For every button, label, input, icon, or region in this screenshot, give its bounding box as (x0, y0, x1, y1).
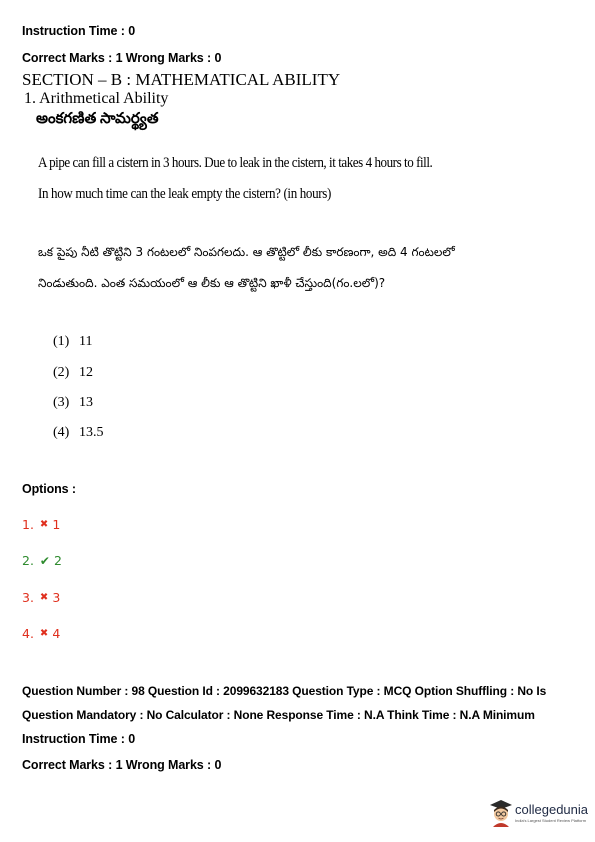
logo-wordmark: collegedunia (515, 802, 589, 817)
cross-icon: ✖ (39, 592, 49, 603)
option-number: (4) (53, 425, 70, 440)
options-heading: Options : (22, 482, 76, 496)
question-option (53, 365, 93, 381)
marks-info: Correct Marks : 1 Wrong Marks : 0 (22, 51, 222, 65)
instruction-time: Instruction Time : 0 (22, 24, 136, 38)
cross-icon: ✖ (39, 628, 49, 639)
option-number: (1) (53, 334, 70, 349)
collegedunia-logo (489, 799, 589, 831)
option-value: 12 (79, 365, 93, 380)
question-meta-line1: Question Number : 98 Question Id : 2099632183 Question Type : MCQ Option Shuffling : No Is (22, 684, 547, 698)
answer-option (22, 517, 60, 532)
answer-option (22, 626, 60, 641)
topic-title: 1. Arithmetical Ability (24, 90, 169, 107)
option-number: (2) (53, 365, 70, 380)
check-icon: ✔ (39, 554, 50, 568)
question-text-te-line2: నిండుతుంది. ఎంత సమయంలో ఆ లీకు ఆ తొట్టిని ఖాళీ చేస్తుంది(గం.లలో)? (38, 276, 386, 290)
question-text-en-line1: A pipe can fill a cistern in 3 hours. Due to leak in the cistern, it takes 4 hours to fill. (38, 155, 433, 171)
question-option (53, 395, 93, 411)
answer-number: 2. (22, 553, 34, 568)
answer-value: 3 (52, 590, 61, 605)
answer-value: 1 (52, 517, 61, 532)
option-number: (3) (53, 395, 70, 410)
answer-option (22, 590, 60, 605)
question-meta-line2: Question Mandatory : No Calculator : None Response Time : N.A Think Time : N.A Minimum (22, 708, 535, 722)
answer-number: 1. (22, 517, 34, 532)
option-value: 13 (79, 395, 93, 410)
question-text-te-line1: ఒక పైపు నీటి తొట్టిని 3 గంటలలో నింపగలదు. ఆ తొట్టిలో లీకు కారణంగా, అది 4 గంటలలో (38, 245, 455, 259)
section-title: SECTION – B : MATHEMATICAL ABILITY (22, 70, 341, 89)
answer-value: 4 (52, 626, 61, 641)
option-value: 11 (79, 334, 93, 349)
student-avatar-icon (489, 799, 513, 827)
answer-number: 3. (22, 590, 34, 605)
question-option (53, 425, 104, 441)
answer-value: 2 (53, 553, 62, 568)
answer-option-correct (22, 553, 62, 568)
question-text-en-line2: In how much time can the leak empty the cistern? (in hours) (38, 186, 331, 202)
logo-tagline: India's Largest Student Review Platform (515, 818, 587, 823)
marks-info-next: Correct Marks : 1 Wrong Marks : 0 (22, 758, 222, 772)
instruction-time-next: Instruction Time : 0 (22, 732, 136, 746)
topic-title-telugu: అంకగణిత సామర్థ్యత (36, 111, 159, 127)
answer-number: 4. (22, 626, 34, 641)
option-value: 13.5 (79, 425, 104, 440)
question-option (53, 334, 92, 350)
cross-icon: ✖ (39, 519, 49, 530)
